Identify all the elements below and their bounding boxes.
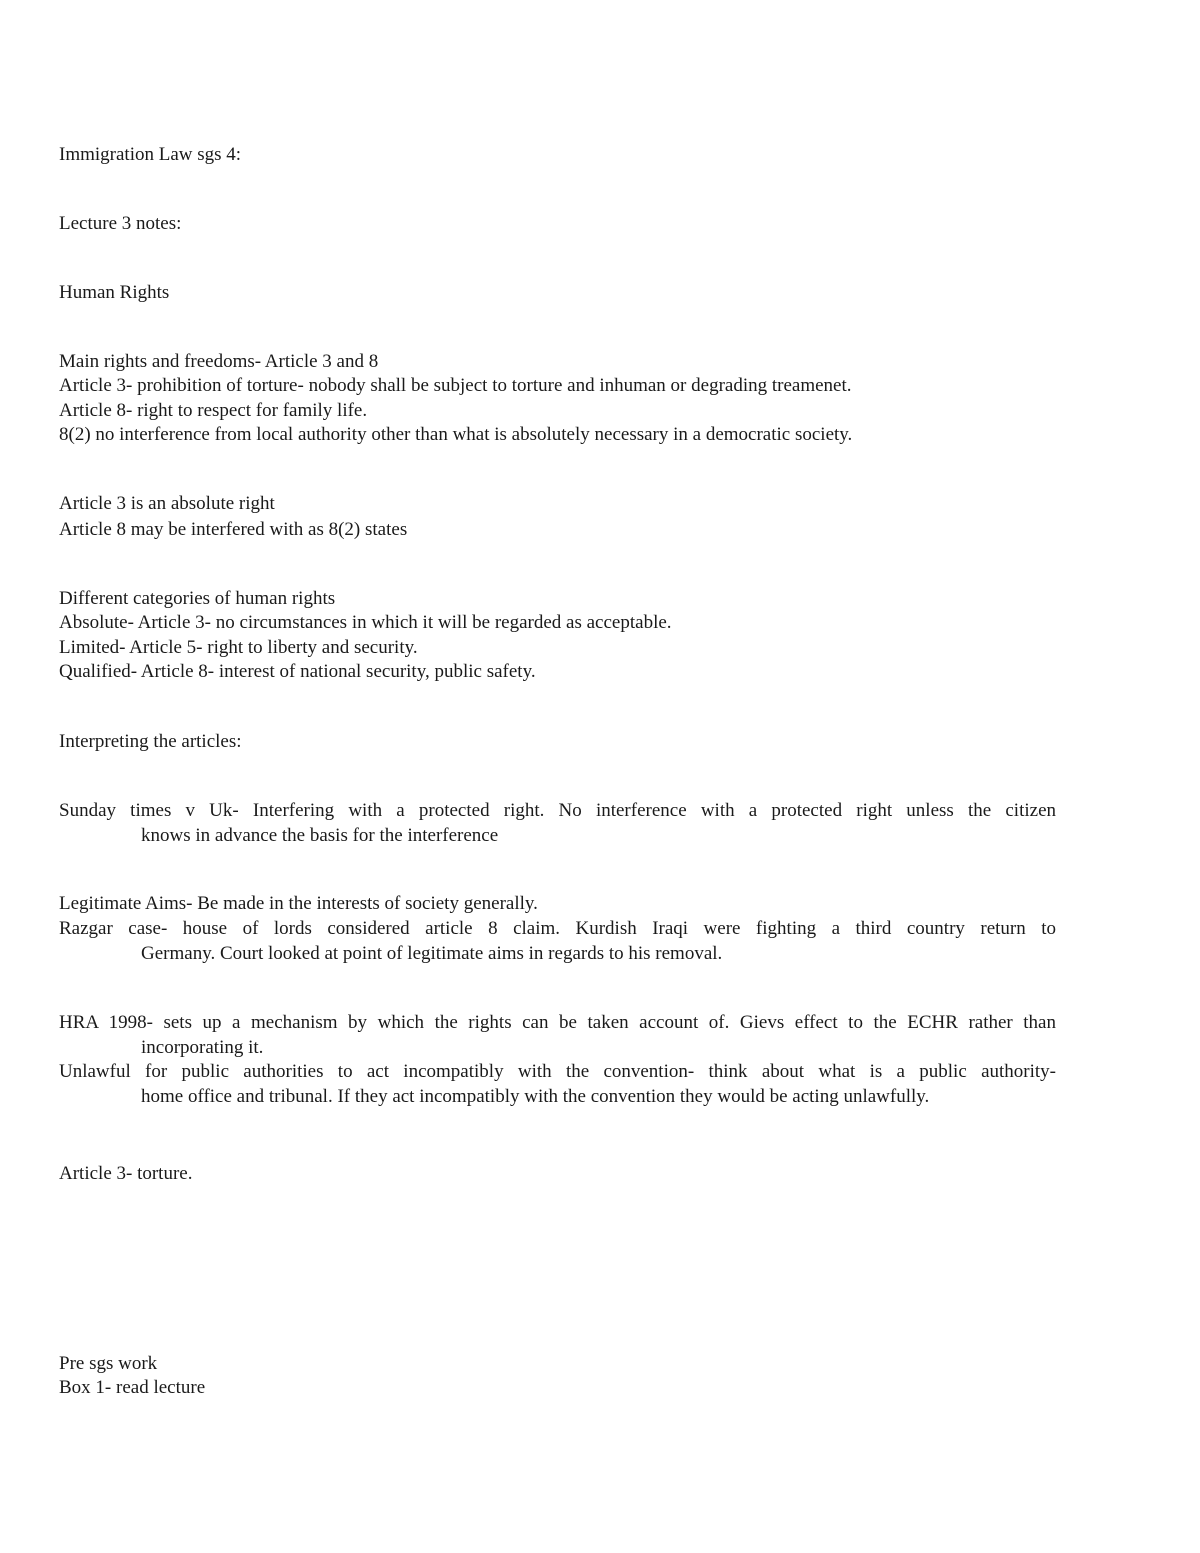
category-qualified: Qualified- Article 8- interest of national security, public safety. xyxy=(59,661,536,682)
article8-line: Article 8- right to respect for family life. xyxy=(59,400,368,421)
article8-2-line: 8(2) no interference from local authority other than what is absolutely necessary in a democratic society. xyxy=(59,424,853,445)
document-title: Immigration Law sgs 4: xyxy=(59,144,242,165)
razgar-line1: Razgar case- house of lords considered article 8 claim. Kurdish Iraqi were fighting a third country return to xyxy=(59,918,1056,939)
unlawful-line1: Unlawful for public authorities to act incompatibly with the convention- think about what is a public authority- xyxy=(59,1061,1056,1082)
main-rights-heading: Main rights and freedoms- Article 3 and 8 xyxy=(59,351,379,372)
category-limited: Limited- Article 5- right to liberty and security. xyxy=(59,637,418,658)
unlawful-line2: home office and tribunal. If they act incompatibly with the convention they would be acting unlawfully. xyxy=(141,1086,930,1107)
interfered-line: Article 8 may be interfered with as 8(2) states xyxy=(59,519,408,540)
article3-torture-line: Article 3- torture. xyxy=(59,1163,193,1184)
absolute-right-line: Article 3 is an absolute right xyxy=(59,493,275,514)
interpreting-heading: Interpreting the articles: xyxy=(59,731,242,752)
box1-line: Box 1- read lecture xyxy=(59,1377,206,1398)
category-absolute: Absolute- Article 3- no circumstances in which it will be regarded as acceptable. xyxy=(59,612,672,633)
sunday-times-line1: Sunday times v Uk- Interfering with a protected right. No interference with a protected right unless the citizen xyxy=(59,800,1056,821)
categories-heading: Different categories of human rights xyxy=(59,588,336,609)
hra-line1: HRA 1998- sets up a mechanism by which the rights can be taken account of. Gievs effect to the ECHR rather than xyxy=(59,1012,1056,1033)
legitimate-aims-line: Legitimate Aims- Be made in the interests of society generally. xyxy=(59,893,538,914)
section-heading: Human Rights xyxy=(59,282,170,303)
pre-sgs-heading: Pre sgs work xyxy=(59,1353,158,1374)
razgar-line2: Germany. Court looked at point of legitimate aims in regards to his removal. xyxy=(141,943,723,964)
sunday-times-line2: knows in advance the basis for the interference xyxy=(141,825,499,846)
article3-line: Article 3- prohibition of torture- nobody shall be subject to torture and inhuman or degrading treamenet. xyxy=(59,375,852,396)
lecture-heading: Lecture 3 notes: xyxy=(59,213,182,234)
hra-line2: incorporating it. xyxy=(141,1037,264,1058)
